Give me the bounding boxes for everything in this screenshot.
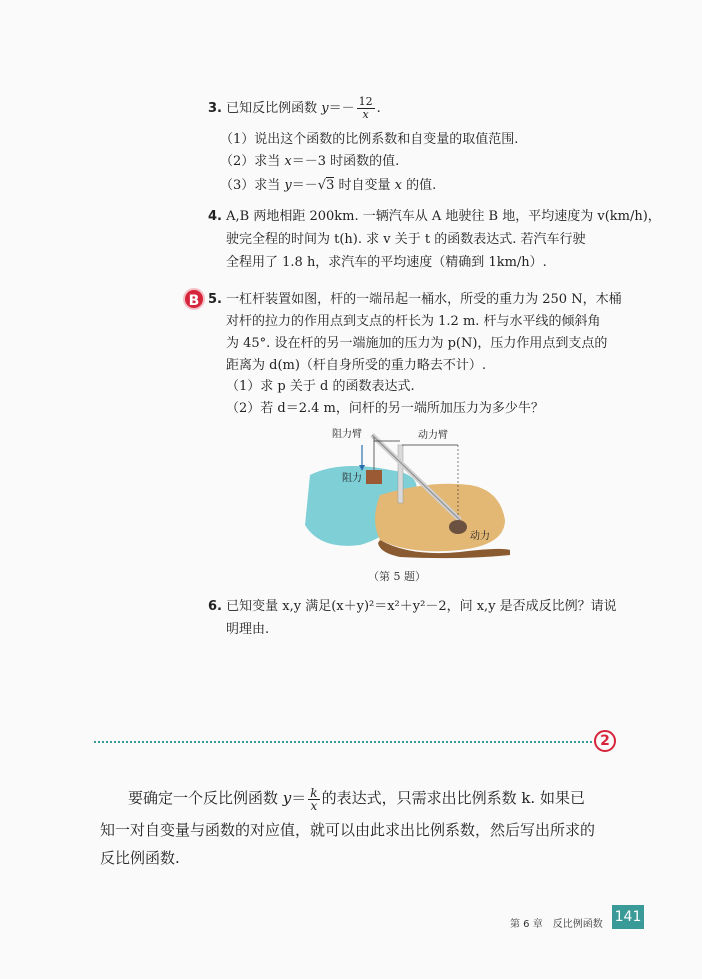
question-number: 3. — [208, 101, 222, 116]
label-resist: 阻力 — [342, 473, 362, 484]
q5-line2: 对杆的拉力的作用点到支点的杆长为 1.2 m. 杆与水平线的倾斜角 — [226, 314, 601, 329]
para-text: 要确定一个反比例函数 — [128, 789, 279, 807]
q3-sub3 — [220, 176, 436, 196]
q5-sub2: （2）若 d＝2.4 m，问杆的另一端所加压力为多少牛？ — [226, 401, 544, 416]
fraction-denominator: x — [362, 108, 369, 121]
question-text: 已知变量 x,y 满足(x＋y)²＝x²＋y²－2，问 x,y 是否成反比例？请说 — [226, 599, 617, 614]
question-3 — [208, 96, 381, 121]
question-5 — [208, 289, 622, 310]
math-op: ＝－ — [328, 101, 355, 116]
chapter-title: 第 6 章 反比例函数 — [510, 919, 603, 930]
math-var: y — [284, 178, 292, 193]
question-number: 4. — [208, 209, 222, 224]
sub-text: （3）求当 — [220, 178, 281, 193]
sub-text: 的值. — [406, 178, 437, 193]
q3-sub2 — [220, 152, 399, 172]
label-power-arm: 动力臂 — [418, 430, 448, 441]
math-op: ＝ — [291, 789, 307, 807]
bucket — [366, 470, 382, 484]
math-var: y — [282, 789, 292, 807]
question-6 — [208, 596, 617, 617]
section-para-line3: 反比例函数. — [100, 849, 180, 867]
sub-text: 时自变量 — [338, 178, 391, 193]
math-var: x — [394, 178, 403, 193]
q3-sub1: （1）说出这个函数的比例系数和自变量的取值范围. — [220, 132, 519, 147]
sub-text: ＝－ — [291, 178, 318, 193]
section-para-line1 — [128, 786, 585, 812]
sub-text: （2）求当 — [220, 154, 281, 169]
punct: . — [376, 101, 381, 116]
fraction-numerator: 12 — [358, 95, 373, 108]
q5-line3: 为 45°. 设在杆的另一端施加的压力为 p(N)，压力作用点到支点的 — [226, 336, 608, 351]
q5-line4: 距离为 d(m)（杆自身所受的重力略去不计）. — [226, 358, 487, 373]
q5-sub1: （1）求 p 关于 d 的函数表达式. — [226, 379, 415, 394]
question-text: 一杠杆装置如图，杆的一端吊起一桶水，所受的重力为 250 N，木桶 — [226, 292, 622, 307]
sqrt-radicand: 3 — [326, 178, 335, 193]
figure-caption: （第 5 题） — [368, 570, 426, 583]
fraction-denominator: x — [310, 798, 318, 813]
page-number: 141 — [612, 905, 644, 929]
question-text: A,B 两地相距 200km. 一辆汽车从 A 地驶往 B 地，平均速度为 v(km/h)， — [226, 209, 661, 224]
math-var: x — [284, 154, 292, 169]
label-power: 动力 — [470, 531, 490, 542]
q4-line3: 全程用了 1.8 h，求汽车的平均速度（精确到 1km/h）. — [226, 255, 547, 270]
fulcrum-post — [398, 445, 403, 503]
level-b-badge: B — [183, 288, 205, 310]
question-text: 已知反比例函数 — [226, 101, 318, 116]
q6-line2: 明理由. — [226, 622, 270, 637]
section-number: 2 — [594, 730, 616, 752]
section-para-line2: 知一对自变量与函数的对应值，就可以由此求出比例系数，然后写出所求的 — [100, 821, 596, 839]
para-text: 的表达式，只需求出比例系数 k. 如果已 — [321, 789, 585, 807]
question-number: 5. — [208, 292, 222, 307]
q4-line2: 驶完全程的时间为 t(h). 求 v 关于 t 的函数表达式. 若汽车行驶 — [226, 232, 586, 247]
dotted-divider — [94, 741, 592, 743]
question-4 — [208, 206, 661, 227]
label-resist-arm: 阻力臂 — [332, 429, 362, 440]
math-var: y — [321, 101, 329, 116]
fraction — [308, 787, 319, 812]
fraction-numerator: k — [310, 785, 318, 800]
sub-text: ＝－3 时函数的值. — [291, 154, 400, 169]
lever-figure — [300, 425, 520, 560]
weight-rock — [449, 520, 467, 534]
sqrt-sign: √ — [317, 178, 327, 193]
question-number: 6. — [208, 599, 222, 614]
fraction — [357, 96, 375, 121]
